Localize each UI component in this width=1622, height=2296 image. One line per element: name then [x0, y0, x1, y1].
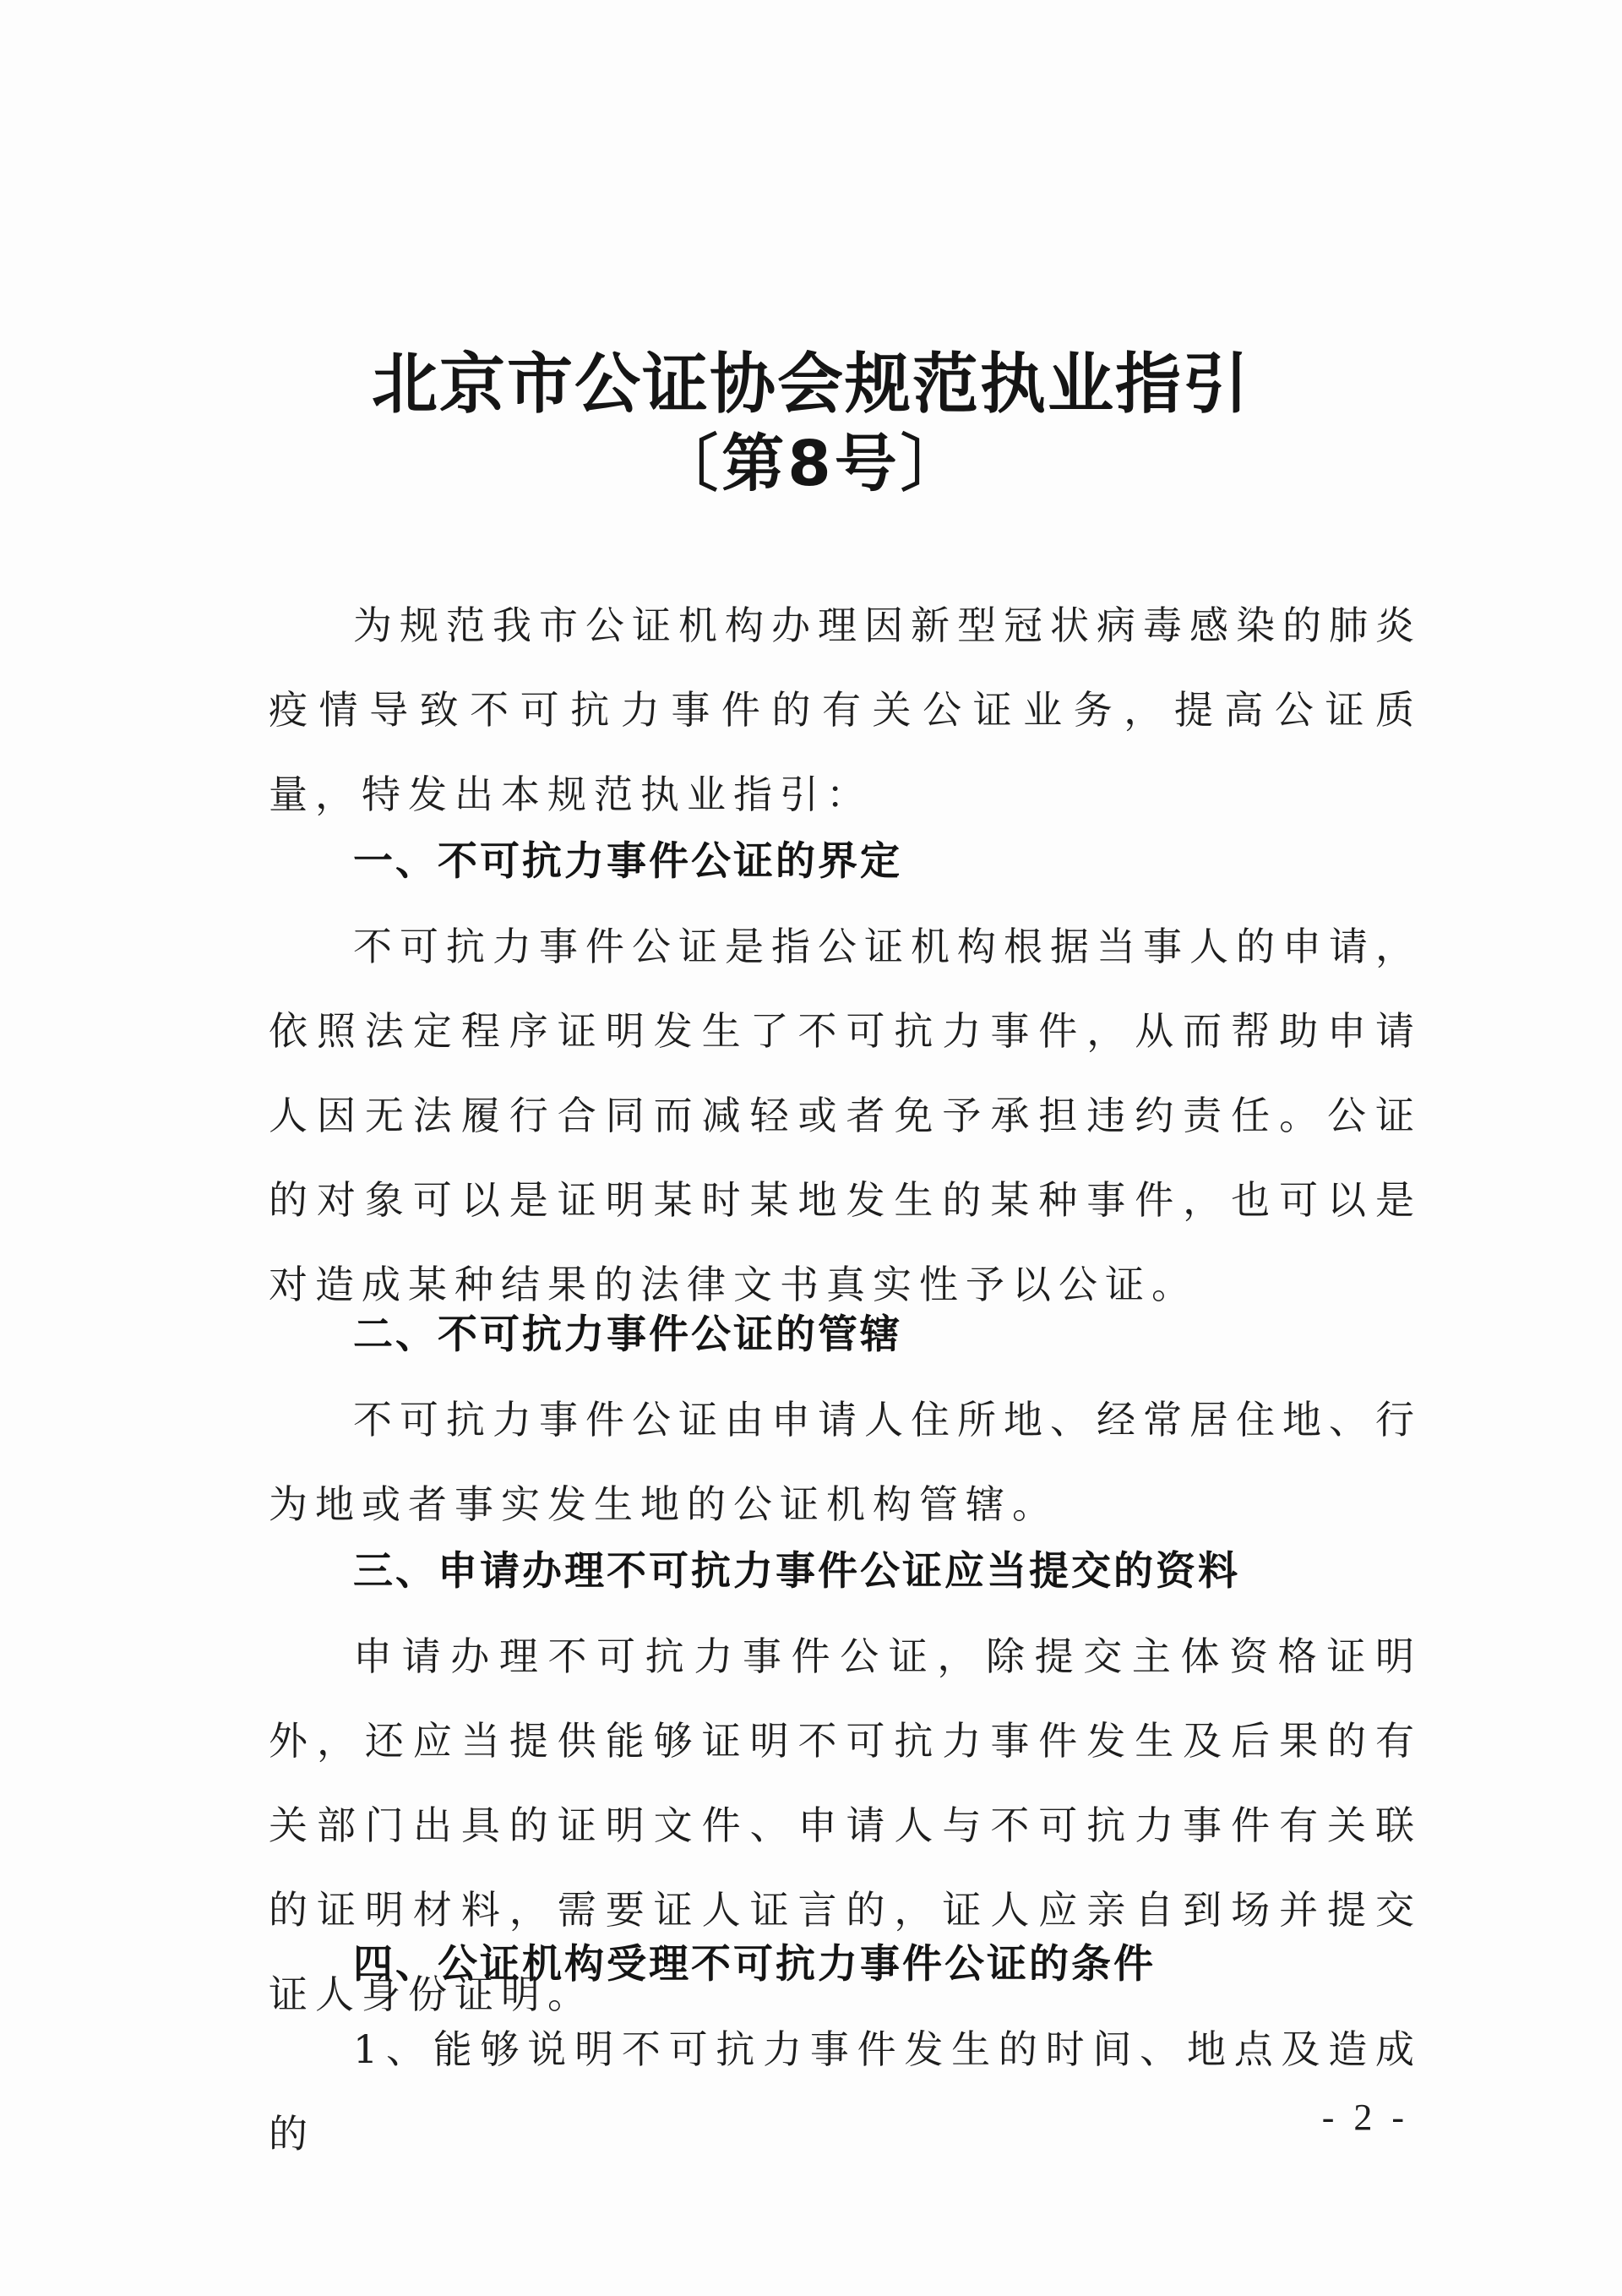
- intro-block: [269, 583, 1422, 837]
- document-title: 北京市公证协会规范执业指引: [371, 346, 1250, 423]
- section-1-body: 不可抗力事件公证是指公证机构根据当事人的申请，依照法定程序证明发生了不可抗力事件，从而帮助申请人因无法履行合同而减轻或者免予承担违约责任。公证的对象可以是证明某时某地发生的某种事件，也可以是对造成某种结果的法律文书真实性予以公证。: [269, 924, 1422, 1307]
- page-number: - 2 -: [1321, 2097, 1409, 2138]
- section-1: [269, 820, 1422, 1327]
- section-3-body: 申请办理不可抗力事件公证，除提交主体资格证明外，还应当提供能够证明不可抗力事件发生及后果的有关部门出具的证明文件、申请人与不可抗力事件有关联的证明材料，需要证人证言的，证人应亲自到场并提交证人身份证明。: [269, 1633, 1422, 2017]
- section-2: [269, 1293, 1422, 1546]
- section-2-body: 不可抗力事件公证由申请人住所地、经常居住地、行为地或者事实发生地的公证机构管辖。: [269, 1397, 1422, 1527]
- section-4: [269, 1922, 1422, 2176]
- section-1-heading: 一、不可抗力事件公证的界定: [353, 838, 902, 885]
- section-2-heading: 二、不可抗力事件公证的管辖: [353, 1312, 902, 1358]
- section-4-body: 1、能够说明不可抗力事件发生的时间、地点及造成的: [269, 2026, 1422, 2157]
- intro-paragraph: 为规范我市公证机构办理因新型冠状病毒感染的肺炎疫情导致不可抗力事件的有关公证业务，提高公证质量，特发出本规范执业指引：: [269, 603, 1422, 817]
- document-number: 〔第8号〕: [656, 428, 966, 500]
- section-3-heading: 三、申请办理不可抗力事件公证应当提交的资料: [353, 1548, 1240, 1595]
- section-4-heading: 四、公证机构受理不可抗力事件公证的条件: [353, 1941, 1156, 1988]
